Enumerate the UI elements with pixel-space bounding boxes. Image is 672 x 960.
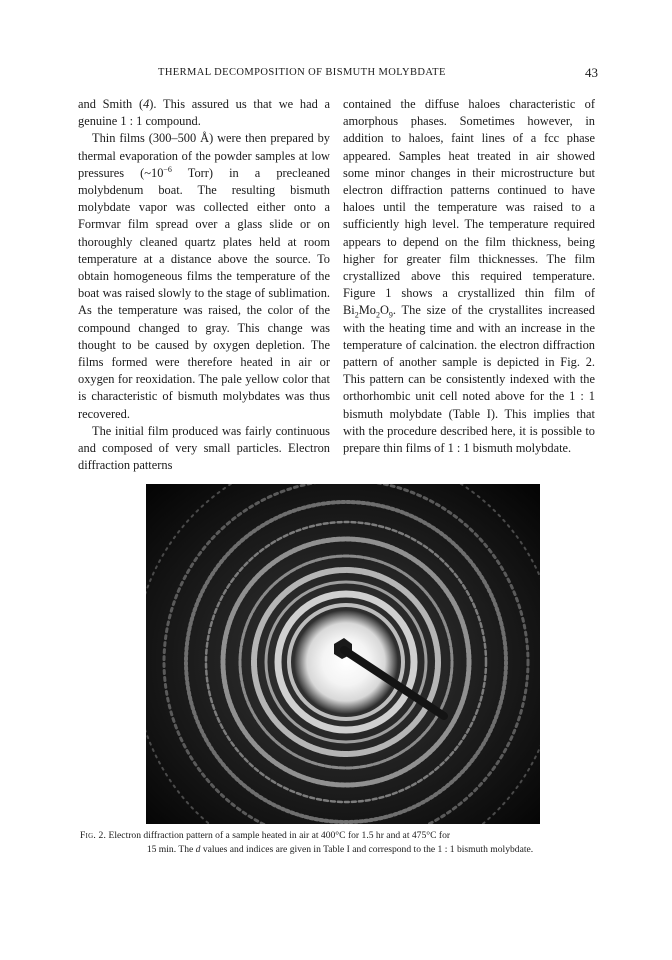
figure-label: Fig. 2. bbox=[80, 830, 107, 841]
diffraction-pattern-image bbox=[146, 484, 540, 824]
paragraph-3: The initial film produced was fairly continuous and composed of very small particles. Electron diffraction patterns bbox=[78, 423, 330, 473]
page-number: 43 bbox=[585, 65, 598, 80]
running-title: THERMAL DECOMPOSITION OF BISMUTH MOLYBDATE bbox=[158, 67, 446, 78]
paragraph-4: contained the diffuse haloes characteristic of amorphous phases. Sometimes however, in addition to haloes, faint lines of a fcc phase appeared. Samples heat treated in air showed some minor changes in their microstructure but electron diffraction patterns continued to have haloes until the temperature was raised to a sufficiently high level. The temperature required appears to depend on the film thickness, being higher for greater film thicknesses. The film crystallized above this required temperature. Figure 1 shows a crystallized thin film of $Bi_2Mo_2O_9$. The size of the crystallites increased with the heating time and with an increase in the temperature of calcination. the electron diffraction pattern of another sample is depicted in Fig. 2. This pattern can be consistently indexed with the orthorhombic unit cell noted above for the 1 : 1 bismuth molybdate (Table I). This implies that with the procedure described here, it is possible to prepare thin films of 1 : 1 bismuth molybdate. bbox=[343, 97, 595, 456]
right-column bbox=[343, 96, 595, 457]
reference-citation: 4 bbox=[143, 97, 150, 111]
left-column bbox=[78, 96, 330, 474]
paragraph-1: and Smith (4). This assured us that we had a genuine 1 : 1 compound. bbox=[78, 97, 330, 129]
diffraction-pattern-figure bbox=[146, 484, 540, 824]
running-header bbox=[78, 67, 598, 83]
paragraph-2: Thin films (300–500 Å) were then prepared by thermal evaporation of the powder samples at low pressures ($\sim 10^{-6}$ Torr) in a precleaned molybdenum boat. The resulting bismuth molybdate vapor was collected either onto a Formvar film spread over a glass slide or on thoroughly cleaned quartz plates held at room temperature at a distance above the source. To obtain homogeneous films the temperature of the boat was raised slowly to the stage of sublimation. As the temperature was raised, the color of the compound changed to gray. This change was thought to be caused by oxygen depletion. The films formed were therefore heated in air or oxygen for reoxidation. The pale yellow color that is characteristic of bismuth molybdates was thus recovered. bbox=[78, 131, 330, 421]
figure-caption: Fig. 2. Electron diffraction pattern of a sample heated in air at 400°C for 1.5 hr and at 475°C for 15 min. The d values and indices are given in Table I and correspond to the 1 : 1 bismuth molybdate. bbox=[80, 830, 534, 855]
